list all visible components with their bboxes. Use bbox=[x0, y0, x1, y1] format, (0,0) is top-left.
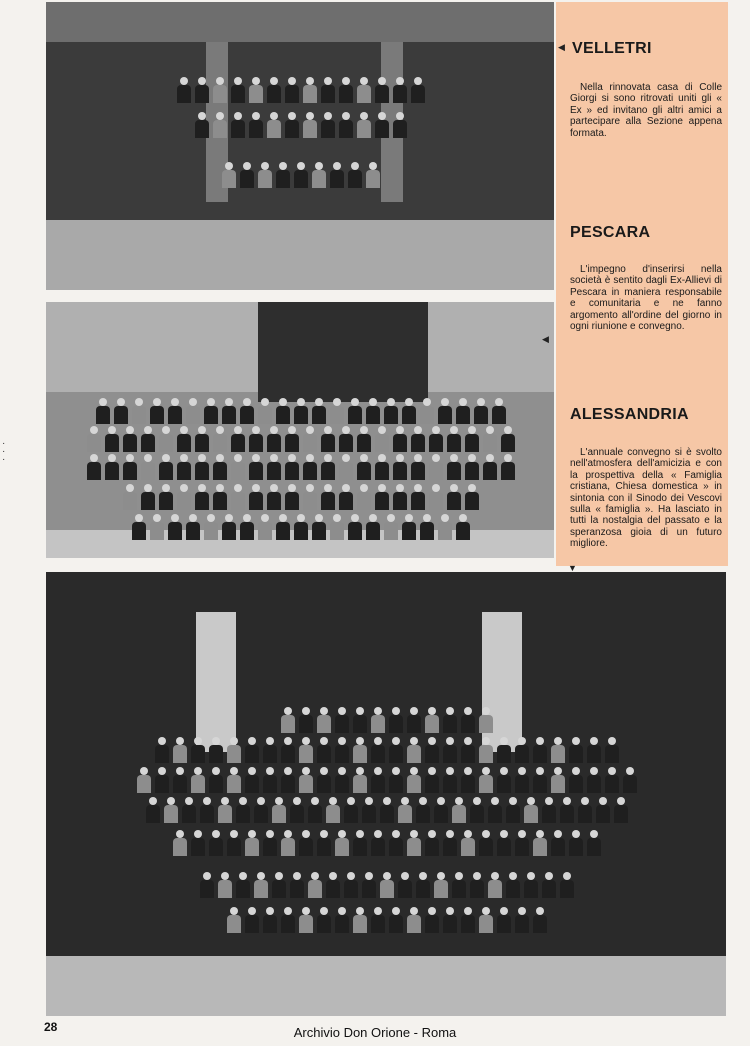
section-title-velletri: VELLETRI bbox=[572, 40, 652, 57]
left-arrow-icon: ◀ bbox=[542, 334, 549, 344]
page-number: 28 bbox=[44, 1020, 58, 1034]
photo-velletri-group bbox=[46, 2, 554, 290]
section-text-alessandria: L'annuale convegno si è svolto nell'atmosfera dell'amicizia e con la prospettiva della « Famiglia cristiana, Chiesa domestica » in sintonia con il Sinodo dei Vescovi sulla « famiglia ». Ha lasciato in tutti la nostalgia del passato e la speranzosa gioia di un futuro migliore. bbox=[570, 447, 722, 550]
section-text-pescara: L'impegno d'inserirsi nella società è sentito dagli Ex-Allievi di Pescara in maniera responsabile e comunitaria e ne fanno argomento all'ordine del giorno in ogni riunione e convegno. bbox=[570, 264, 722, 333]
page-edge-marks: · · · bbox=[2, 438, 6, 465]
down-arrow-icon: ▼ bbox=[568, 563, 577, 573]
archive-footer: Archivio Don Orione - Roma bbox=[293, 1025, 457, 1040]
section-text-velletri: Nella rinnovata casa di Colle Giorgi si sono ritrovati uniti gli « Ex » ed invitano gli altri amici a partecipare alla Sezione appena formata. bbox=[570, 82, 722, 139]
left-arrow-icon: ◀ bbox=[558, 42, 565, 52]
caption-sidebar bbox=[542, 2, 728, 573]
section-title-alessandria: ALESSANDRIA bbox=[570, 406, 689, 423]
section-title-pescara: PESCARA bbox=[570, 224, 651, 241]
photo-pescara-group bbox=[46, 302, 554, 558]
photo-alessandria-group bbox=[46, 572, 726, 1016]
